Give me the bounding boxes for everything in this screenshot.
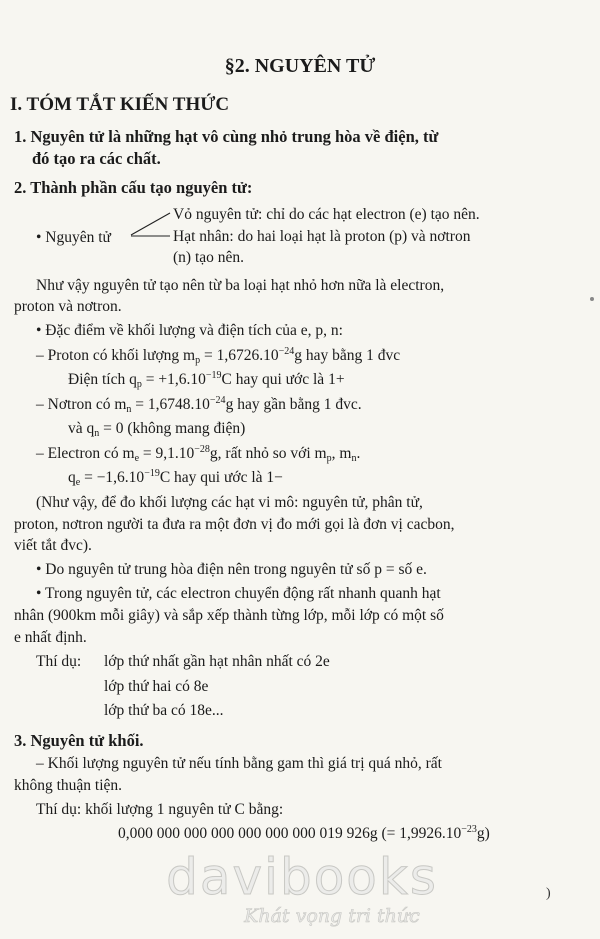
section3-value: 0,000 000 000 000 000 000 000 019 926g (= $1,9926.10^{-23}g$) (118, 824, 490, 842)
example-line1: lớp thứ nhất gần hạt nhân nhất có 2e (104, 653, 330, 670)
shells-line1: • Trong nguyên tử, các electron chuyển động rất nhanh quanh hạt (36, 585, 441, 602)
structure-nucleus-line1: Hạt nhân: do hai loại hạt là proton (p) và nơtron (173, 228, 471, 245)
summary-line1: Như vậy nguyên tử tạo nên từ ba loại hạt nhỏ hơn nữa là electron, (36, 277, 445, 294)
shells-line2: nhân (900km mỗi giây) và sắp xếp thành từng lớp, mỗi lớp có một số (14, 607, 444, 624)
section3-line2: không thuận tiện. (14, 777, 123, 794)
item2-heading: 2. Thành phần cấu tạo nguyên tử: (14, 178, 253, 197)
section3-example: Thí dụ: khối lượng 1 nguyên tử C bằng: (36, 801, 284, 818)
summary-line2: proton và nơtron. (14, 298, 122, 315)
props-heading: • Đặc điểm về khối lượng và điện tích của e, p, n: (36, 322, 343, 339)
note-line2: proton, nơtron người ta đưa ra một đơn vị đo mới gọi là đơn vị cacbon, (14, 516, 455, 533)
page-title: §2. NGUYÊN TỬ (224, 55, 376, 77)
item1-line2: đó tạo ra các chất. (32, 149, 161, 168)
example-line3: lớp thứ ba có 18e... (104, 702, 224, 719)
section-heading-summary: I. TÓM TẮT KIẾN THỨC (10, 94, 230, 115)
item1-line1: 1. Nguyên tử là những hạt vô cùng nhỏ trung hòa về điện, từ (14, 127, 439, 146)
structure-label: • Nguyên tử (36, 229, 111, 246)
structure-shell: Vỏ nguyên tử: chỉ do các hạt electron (e) tạo nên. (173, 206, 480, 223)
neutral-line: • Do nguyên tử trung hòa điện nên trong nguyên tử số p = số e. (36, 561, 427, 578)
section3-line1: – Khối lượng nguyên tử nếu tính bằng gam thì giá trị quá nhỏ, rất (36, 755, 442, 772)
edge-mark: ) (546, 886, 551, 901)
watermark-slogan: Khát vọng tri thức (244, 905, 420, 927)
shells-line3: e nhất định. (14, 629, 87, 646)
structure-nucleus-line2: (n) tạo nên. (173, 249, 245, 266)
proton-charge: Điện tích $q_p = +1,6.10^{-19}C$ hay qui ước là 1+ (68, 370, 345, 390)
watermark-brand: davibooks (166, 848, 438, 906)
electron-mass: – Electron có $m_e = 9,1.10^{-28}g$, rất nhỏ so với $m_p$, $m_n$. (36, 444, 361, 464)
neutron-mass: – Nơtron có $m_n = 1,6748.10^{-24}g$ hay gần bằng 1 đvc. (36, 395, 362, 415)
note-line1: (Như vậy, để đo khối lượng các hạt vi mô: nguyên tử, phân tử, (36, 494, 423, 511)
example-label: Thí dụ: (36, 653, 82, 670)
neutron-charge: và $q_n = 0$ (không mang điện) (68, 420, 246, 439)
note-line3: viết tắt đvc). (14, 537, 92, 554)
electron-charge: $q_e = -1,6.10^{-19}C$ hay qui ước là 1− (68, 468, 283, 488)
proton-mass: – Proton có khối lượng $m_p = 1,6726.10^{-24}g$ hay bằng 1 đvc (36, 346, 401, 366)
section3-heading: 3. Nguyên tử khối. (14, 731, 144, 750)
example-line2: lớp thứ hai có 8e (104, 678, 209, 695)
margin-speck (590, 297, 594, 301)
